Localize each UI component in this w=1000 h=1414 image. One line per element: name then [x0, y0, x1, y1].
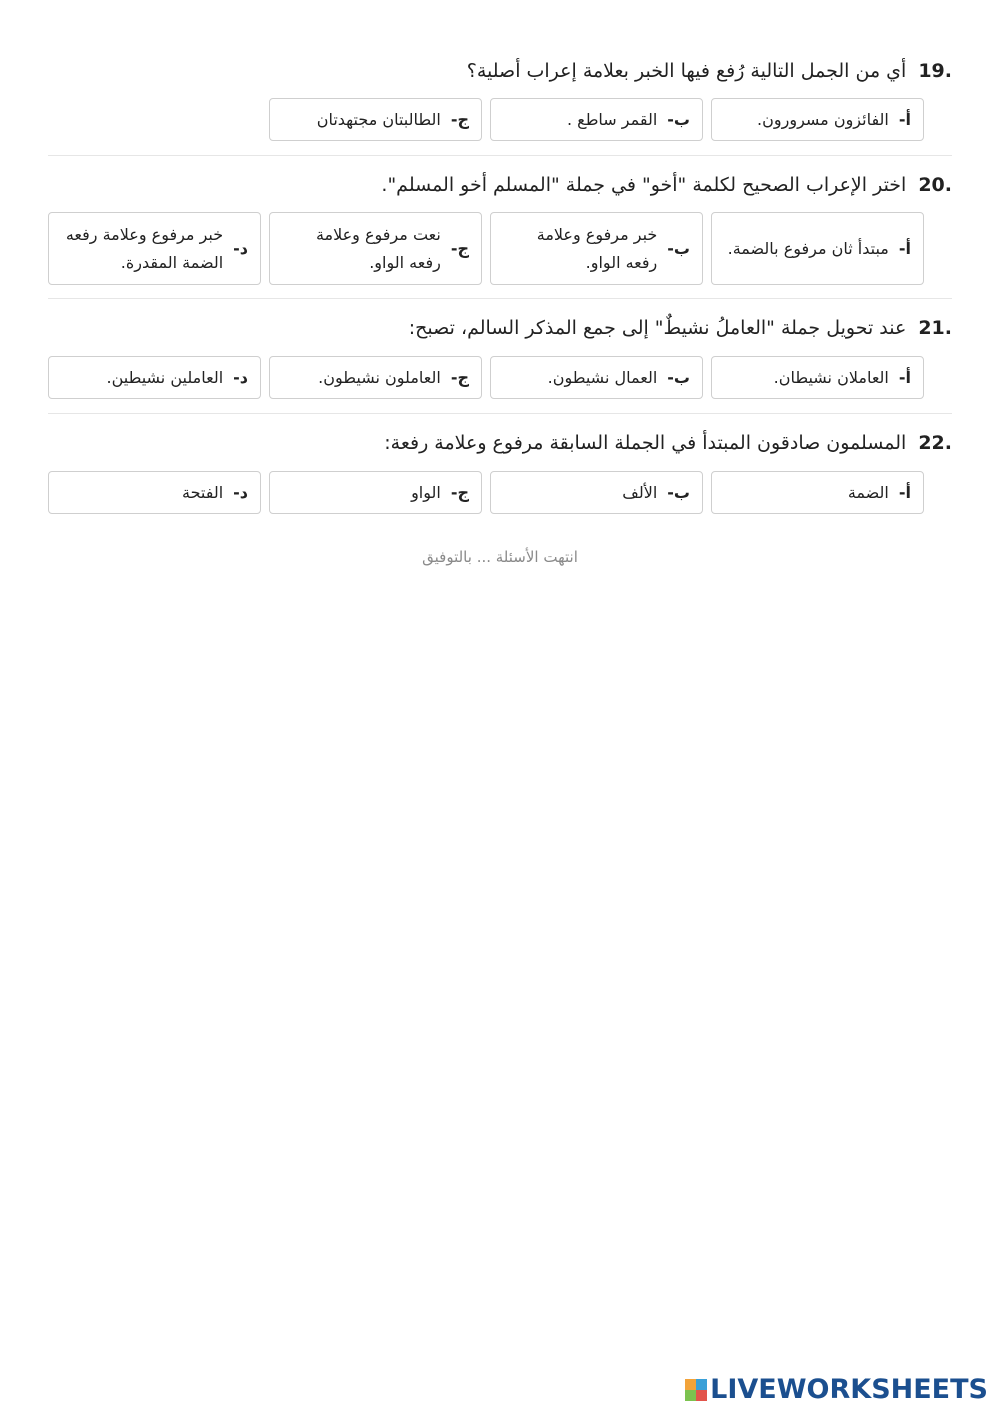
brand-icon-square — [696, 1379, 707, 1390]
option-text: العاملون نشيطون. — [318, 367, 441, 387]
divider — [48, 155, 952, 156]
option-letter: د- — [233, 239, 248, 258]
question-19 — [48, 56, 952, 146]
option-a[interactable] — [711, 98, 924, 141]
question-20 — [48, 170, 952, 290]
question-number: 22. — [918, 432, 952, 454]
option-text: العمال نشيطون. — [547, 367, 658, 387]
option-c[interactable] — [269, 98, 482, 141]
option-letter: ب- — [667, 368, 690, 387]
option-a[interactable] — [711, 471, 924, 514]
option-b[interactable] — [490, 356, 703, 399]
question-21 — [48, 313, 952, 403]
option-text: خبر مرفوع وعلامة رفعه الضمة المقدرة. — [65, 224, 224, 272]
question-22 — [48, 428, 952, 518]
brand-icon-square — [696, 1390, 707, 1401]
option-letter: ب- — [667, 483, 690, 502]
option-b[interactable] — [490, 471, 703, 514]
question-prompt: أي من الجمل التالية رُفع فيها الخبر بعلامة إعراب أصلية؟ — [466, 60, 907, 82]
option-letter: أ- — [898, 239, 911, 258]
option-c[interactable] — [269, 356, 482, 399]
option-b[interactable] — [490, 212, 703, 285]
option-a[interactable] — [711, 212, 924, 285]
option-text: العاملين نشيطين. — [106, 367, 224, 387]
divider — [48, 298, 952, 299]
option-text: مبتدأ ثان مرفوع بالضمة. — [727, 238, 889, 258]
option-letter: ج- — [450, 239, 469, 258]
option-d[interactable] — [48, 471, 261, 514]
brand-icon — [685, 1379, 707, 1401]
brand-name: LIVEWORKSHEETS — [710, 1374, 988, 1405]
question-prompt: عند تحويل جملة "العاملُ نشيطٌ" إلى جمع المذكر السالم، تصبح: — [408, 317, 907, 339]
option-b[interactable] — [490, 98, 703, 141]
option-text: الألف — [622, 482, 658, 502]
option-text: نعت مرفوع وعلامة رفعه الواو. — [315, 224, 441, 272]
option-text: الواو — [411, 482, 441, 502]
option-text: العاملان نشيطان. — [773, 367, 889, 387]
option-text: الطالبتان مجتهدتان — [316, 109, 441, 129]
option-d[interactable] — [48, 212, 261, 285]
end-note: انتهت الأسئلة ... بالتوفيق — [422, 548, 578, 566]
question-number: 20. — [918, 174, 952, 196]
option-text: القمر ساطع . — [567, 109, 658, 129]
brand-logo — [685, 1374, 988, 1405]
option-letter: د- — [233, 368, 248, 387]
option-text: الضمة — [847, 482, 889, 502]
question-number: 21. — [918, 317, 952, 339]
option-text: الفائزون مسرورون. — [757, 109, 889, 129]
option-letter: ب- — [667, 239, 690, 258]
option-letter: د- — [233, 483, 248, 502]
option-c[interactable] — [269, 212, 482, 285]
option-text: خبر مرفوع وعلامة رفعه الواو. — [536, 224, 658, 272]
option-text: الفتحة — [181, 482, 224, 502]
option-letter: أ- — [898, 110, 911, 129]
option-letter: ب- — [667, 110, 690, 129]
option-c[interactable] — [269, 471, 482, 514]
question-prompt: المسلمون صادقون المبتدأ في الجملة السابقة مرفوع وعلامة رفعة: — [384, 432, 907, 454]
option-letter: ج- — [450, 483, 469, 502]
question-prompt: اختر الإعراب الصحيح لكلمة "أخو" في جملة "المسلم أخو المسلم". — [381, 174, 907, 196]
option-letter: ج- — [450, 368, 469, 387]
option-d[interactable] — [48, 356, 261, 399]
option-letter: أ- — [898, 368, 911, 387]
option-letter: ج- — [450, 110, 469, 129]
option-a[interactable] — [711, 356, 924, 399]
option-letter: أ- — [898, 483, 911, 502]
brand-icon-square — [685, 1390, 696, 1401]
question-number: 19. — [918, 60, 952, 82]
divider — [48, 413, 952, 414]
brand-icon-square — [685, 1379, 696, 1390]
